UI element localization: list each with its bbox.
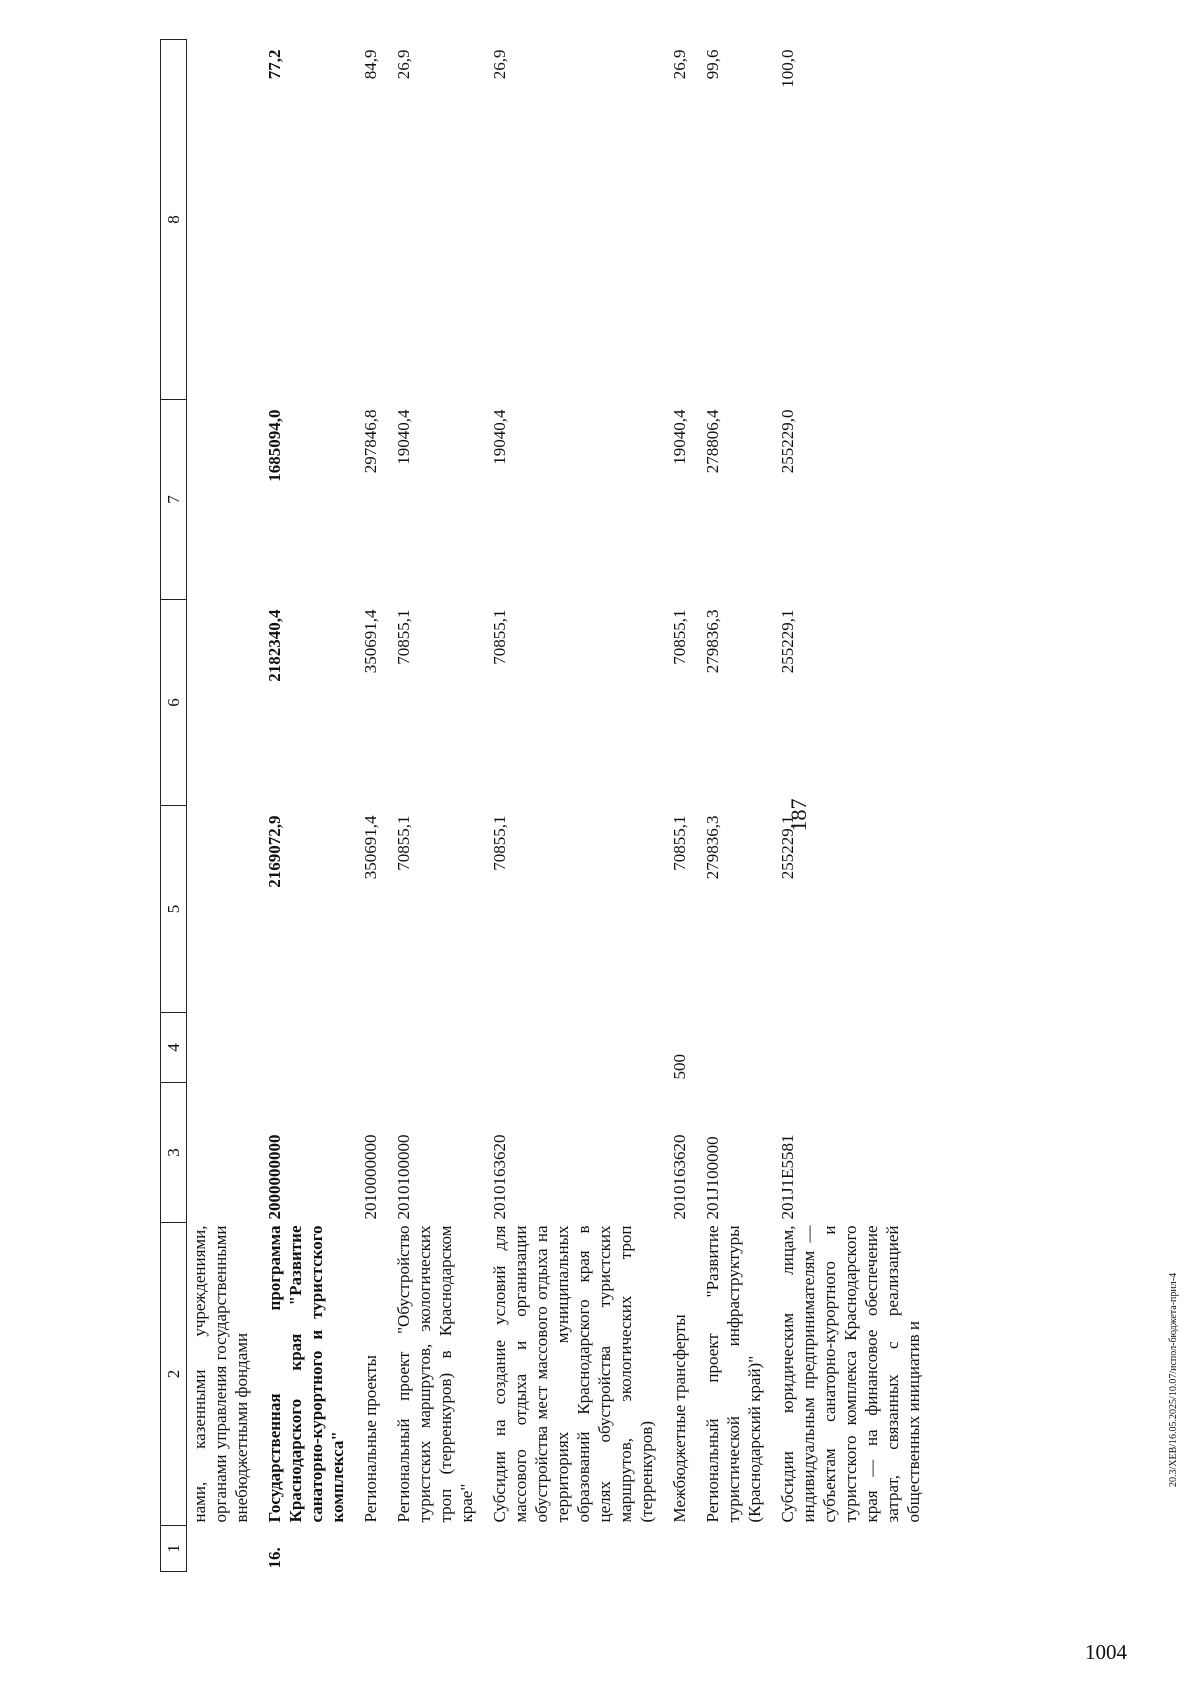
table-row: [697, 40, 772, 1572]
value-col5: 70855,1: [394, 815, 413, 871]
value-col7: 255229,0: [778, 409, 797, 474]
row-number: [772, 1526, 931, 1572]
expense-type-code: [484, 1013, 664, 1083]
value-col7: 19040,4: [394, 409, 413, 465]
target-code: 2000000000: [265, 1134, 284, 1220]
value-col6: 279836,3: [703, 609, 722, 674]
corner-page-number: 1004: [1085, 1640, 1127, 1664]
col-header: 7: [161, 400, 187, 600]
footer-text: 20.3/ХЕВ/16.05.2025/10.07/испол-бюджета-прил-4: [1168, 1272, 1179, 1487]
col-header: 2: [161, 1223, 187, 1526]
target-code: 2010163620: [490, 1134, 509, 1220]
value-col6: 350691,4: [361, 609, 380, 674]
value-col7: [187, 400, 260, 600]
col-header: 4: [161, 1013, 187, 1083]
value-col5: 70855,1: [490, 815, 509, 871]
value-col5: 70855,1: [670, 815, 689, 871]
value-col5: 255229,1: [778, 815, 797, 880]
table-row: [388, 40, 484, 1572]
value-col5: 279836,3: [703, 815, 722, 880]
target-code: 201J100000: [703, 1136, 722, 1220]
value-col6: [187, 600, 260, 806]
expense-type-code: [355, 1013, 388, 1083]
row-description: Государственная программа Краснодарского края "Развитие санаторно-курортного и туристского комплекса": [265, 1225, 347, 1523]
expense-type-code: [388, 1013, 484, 1083]
expense-type-code: 500: [670, 1054, 689, 1080]
target-code: 201J1E5581: [778, 1134, 797, 1220]
row-number: [697, 1526, 772, 1572]
target-code: 2010000000: [361, 1134, 380, 1220]
table-row: [772, 40, 931, 1572]
table-row: [259, 40, 355, 1572]
row-description: нами, казенными учреждениями, органами управления государственными внебюджетными фондами: [190, 1225, 251, 1523]
col-header: 8: [161, 40, 187, 400]
value-col8: 26,9: [490, 49, 509, 80]
value-col7: 1685094,0: [265, 409, 284, 482]
budget-table: [160, 39, 931, 1572]
value-col8: 26,9: [670, 49, 689, 80]
table-row: [355, 40, 388, 1572]
value-col5: [187, 806, 260, 1013]
target-code: 2010163620: [670, 1134, 689, 1220]
expense-type-code: [259, 1013, 355, 1083]
table-row: [664, 40, 697, 1572]
row-number: [388, 1526, 484, 1572]
value-col6: 70855,1: [670, 609, 689, 665]
row-description: Субсидии на создание условий для массового отдыха и организации обустройства мест массового отдыха на территориях муниципальных образований Краснодарского края в целях обустройства туристских маршрутов, экологических троп (терренкуров): [490, 1225, 656, 1523]
col-header: 6: [161, 600, 187, 806]
table-row: [484, 40, 664, 1572]
value-col7: 297846,8: [361, 409, 380, 474]
expense-type-code: [772, 1013, 931, 1083]
row-description: Региональный проект "Развитие туристической инфраструктуры (Краснодарский край)": [703, 1225, 764, 1523]
value-col8: 100,0: [778, 49, 797, 88]
value-col5: 2169072,9: [265, 815, 284, 888]
row-description: Региональный проект "Обустройство туристских маршрутов, экологических троп (терренкуров) в Краснодарском крае": [394, 1225, 476, 1523]
page-number: 187: [786, 798, 811, 832]
col-header: 3: [161, 1083, 187, 1223]
value-col8: 99,6: [703, 49, 722, 80]
value-col6: 255229,1: [778, 609, 797, 674]
row-description: Межбюджетные трансферты: [670, 1314, 689, 1523]
col-header: 1: [161, 1526, 187, 1572]
value-col7: 19040,4: [670, 409, 689, 465]
value-col7: 19040,4: [490, 409, 509, 465]
col-header: 5: [161, 806, 187, 1013]
expense-type-code: [187, 1013, 260, 1083]
row-number: [187, 1526, 260, 1572]
value-col6: 70855,1: [394, 609, 413, 665]
row-number: [355, 1526, 388, 1572]
target-code: [187, 1083, 260, 1223]
value-col8: 84,9: [361, 49, 380, 80]
table-row: [187, 40, 260, 1572]
value-col6: 2182340,4: [265, 609, 284, 682]
row-number: 16.: [265, 1547, 284, 1569]
row-number: [484, 1526, 664, 1572]
expense-type-code: [697, 1013, 772, 1083]
value-col6: 70855,1: [490, 609, 509, 665]
value-col8: 77,2: [265, 49, 284, 80]
row-number: [664, 1526, 697, 1572]
column-number-header-row: [161, 40, 187, 1572]
row-description: Региональные проекты: [361, 1355, 380, 1523]
target-code: 2010100000: [394, 1134, 413, 1220]
value-col8: 26,9: [394, 49, 413, 80]
value-col7: 278806,4: [703, 409, 722, 474]
value-col5: 350691,4: [361, 815, 380, 880]
value-col8: [187, 40, 260, 400]
row-description: Субсидии юридическим лицам, индивидуальным предпринимателям — субъектам санаторно-курортного и туристского комплекса Краснодарского края — на финансовое обеспечение затрат, связанных с реализацией общественных инициатив и: [778, 1225, 923, 1523]
